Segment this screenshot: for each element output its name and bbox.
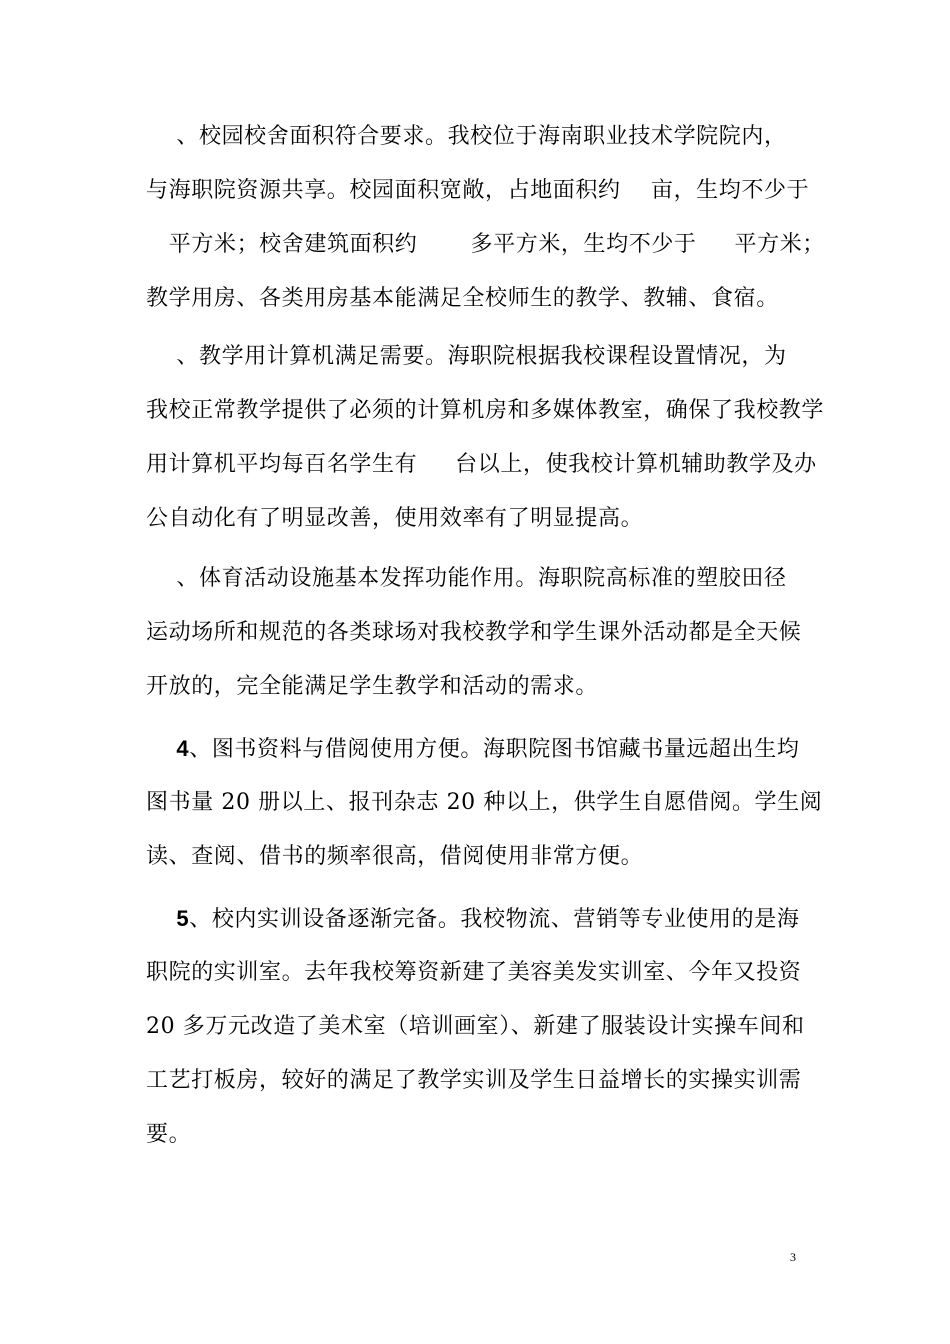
text-line: 开放的，完全能满足学生教学和活动的需求。 [146, 674, 599, 699]
text-line: 、教学用计算机满足需要。海职院根据我校课程设置情况，为 [146, 344, 787, 369]
text-line: 公自动化有了明显改善，使用效率有了明显提高。 [146, 506, 644, 531]
text-line-content: 、校内实训设备逐渐完备。我校物流、营销等专业使用的是海 [189, 907, 800, 932]
text-line-content: 、图书资料与借阅使用方便。海职院图书馆藏书量远超出生均 [189, 737, 800, 762]
text-line: 工艺打板房，较好的满足了教学实训及学生日益增长的实操实训需 [146, 1068, 802, 1093]
text-line: 要。 [146, 1122, 192, 1147]
text-line: 我校正常教学提供了必须的计算机房和多媒体教室，确保了我校教学 [146, 398, 825, 423]
text-line [146, 892, 812, 946]
paragraph-computers [146, 330, 825, 546]
text-line: 职院的实训室。去年我校筹资新建了美容美发实训室、今年又投资 [146, 960, 802, 985]
item-number: 4 [176, 736, 190, 761]
text-line: 、校园校舍面积符合要求。我校位于海南职业技术学院院内， [146, 124, 787, 149]
text-line: 读、查阅、借书的频率很高，借阅使用非常方便。 [146, 844, 644, 869]
item-number: 5 [176, 906, 190, 931]
text-line: 与海职院资源共享。校园面积宽敞，占地面积约 亩，生均不少于 [146, 178, 810, 203]
page-number: 3 [790, 1250, 796, 1264]
paragraph-campus-area [146, 110, 825, 326]
text-line: 20 多万元改造了美术室（培训画室）、新建了服装设计实操车间和 [146, 1014, 805, 1039]
text-line: 教学用房、各类用房基本能满足全校师生的教学、教辅、食宿。 [146, 286, 779, 311]
text-line: 图书量 20 册以上、报刊杂志 20 种以上，供学生自愿借阅。学生阅 [146, 790, 823, 815]
paragraph-sports-facilities [146, 552, 812, 714]
text-line: 平方米；校舍建筑面积约 多平方米，生均不少于 平方米； [146, 232, 825, 257]
text-line: 运动场所和规范的各类球场对我校教学和学生课外活动都是全天候 [146, 620, 802, 645]
text-line [146, 722, 812, 776]
text-line: 用计算机平均每百名学生有 台以上，使我校计算机辅助教学及办 [146, 452, 817, 477]
paragraph-library [146, 722, 823, 884]
text-line: 、体育活动设施基本发挥功能作用。海职院高标准的塑胶田径 [146, 566, 787, 591]
paragraph-training-equipment [146, 892, 812, 1162]
